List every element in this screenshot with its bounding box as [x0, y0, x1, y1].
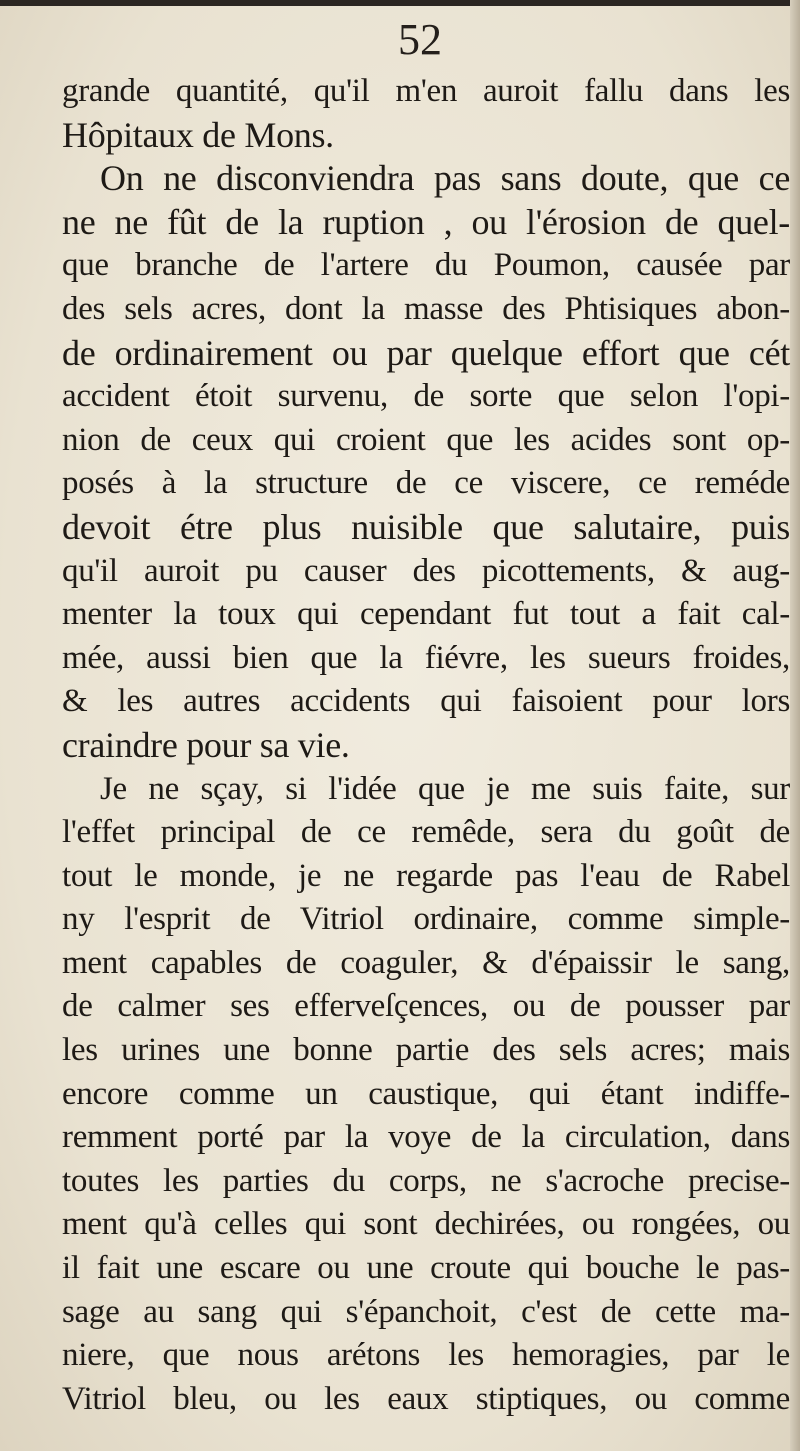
page-number: 52	[398, 15, 442, 64]
text-line: On ne disconviendra pas sans doute, que ce	[100, 158, 790, 199]
text-line: grande quantité, qu'il m'en auroit fallu dans les	[62, 73, 790, 109]
text-line: qu'il auroit pu causer des picottements, & aug-	[62, 552, 790, 589]
page-right-edge	[790, 0, 800, 1451]
text-line: ment qu'à celles qui sont dechirées, ou rongées, ou	[62, 1206, 790, 1243]
text-line: Vitriol bleu, ou les eaux stiptiques, ou comme	[62, 1380, 790, 1417]
text-line: encore comme un caustique, qui étant indiffe-	[62, 1075, 790, 1112]
text-line: posés à la structure de ce viscere, ce reméde	[62, 465, 790, 502]
text-line: menter la toux qui cependant fut tout a fait cal-	[62, 596, 790, 633]
body-text	[62, 70, 790, 1421]
text-line: il fait une escare ou une croute qui bouche le pas-	[62, 1250, 790, 1287]
text-line: & les autres accidents qui faisoient pour lors	[62, 683, 790, 720]
text-line: nion de ceux qui croient que les acides sont op-	[62, 421, 790, 458]
text-line: ment capables de coaguler, & d'épaissir le sang,	[62, 944, 790, 981]
text-line: de calmer ses efferveſçences, ou de pousser par	[62, 988, 790, 1025]
text-line: que branche de l'artere du Poumon, causée par	[62, 247, 790, 284]
text-line: tout le monde, je ne regarde pas l'eau de Rabel	[62, 857, 790, 894]
text-line: mée, aussi bien que la fiévre, les sueurs froides,	[62, 639, 790, 676]
text-line: ne ne fût de la ruption , ou l'érosion de quel-	[62, 201, 790, 242]
text-line: les urines une bonne partie des sels acres; mais	[62, 1032, 790, 1069]
text-line: devoit étre plus nuisible que salutaire, puis	[62, 506, 790, 547]
text-line: remment porté par la voye de la circulation, dans	[62, 1119, 790, 1156]
text-line: sage au sang qui s'épanchoit, c'est de cette ma-	[62, 1293, 790, 1330]
text-line: de ordinairement ou par quelque effort que cét	[62, 332, 790, 373]
text-line: toutes les parties du corps, ne s'acroche precise-	[62, 1162, 790, 1199]
page-top-edge	[0, 0, 800, 6]
text-line: Je ne sçay, si l'idée que je me suis faite, sur	[100, 770, 790, 807]
text-line: Hôpitaux de Mons.	[62, 114, 334, 155]
text-line: des sels acres, dont la masse des Phtisiques abon-	[62, 290, 790, 327]
text-line: ny l'esprit de Vitriol ordinaire, comme simple-	[62, 901, 790, 938]
text-line: craindre pour sa vie.	[62, 724, 350, 765]
text-line: niere, que nous arétons les hemoragies, par le	[62, 1337, 790, 1374]
text-line: l'effet principal de ce remêde, sera du goût de	[62, 814, 790, 851]
text-line: accident étoit survenu, de sorte que selon l'opi-	[62, 378, 790, 415]
